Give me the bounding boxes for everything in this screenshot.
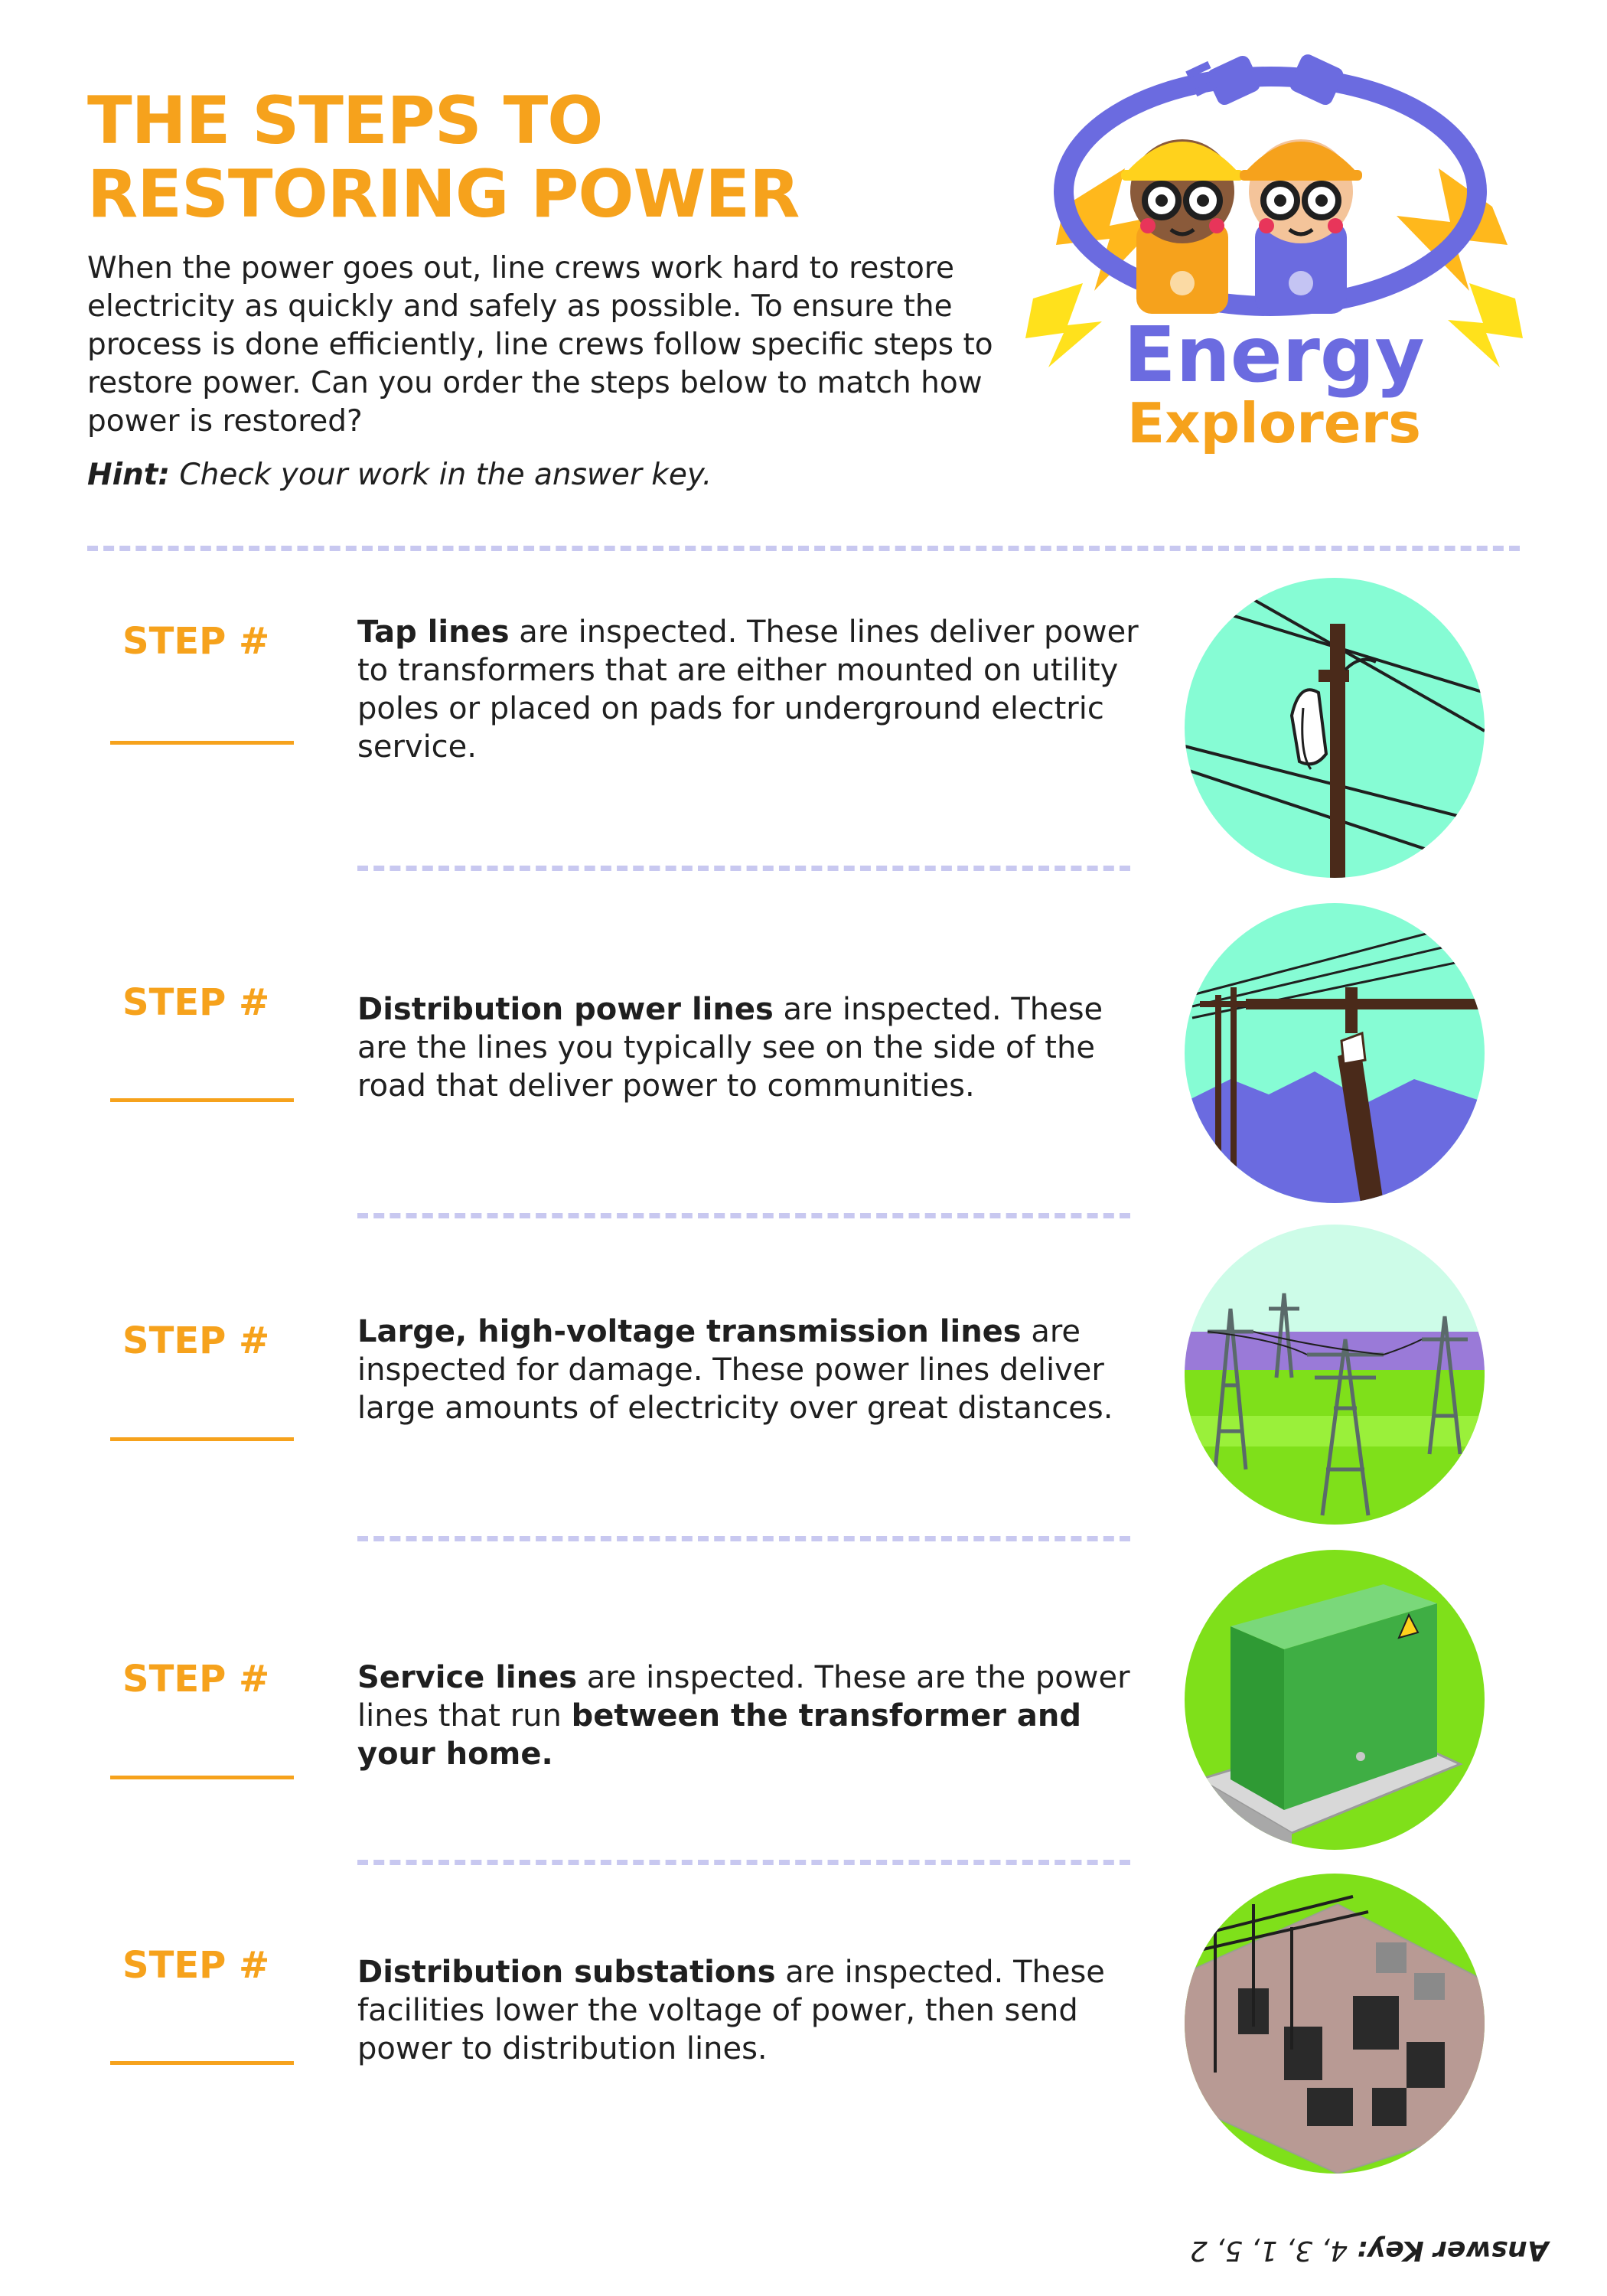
transmission-towers-image (1185, 1225, 1485, 1525)
answer-key (1190, 2235, 1549, 2266)
utility-pole-transformer-image (1185, 578, 1485, 878)
step-2-text: are inspected. These are the lines you typically see on the side of the road that deliver power to communities. (357, 992, 1103, 1104)
answer-key-label: Answer Key: (1356, 2235, 1549, 2266)
step-divider (357, 1860, 1130, 1865)
substation-image (1185, 1874, 1485, 2174)
step-3-answer-blank (110, 1437, 294, 1441)
hint-text: Check your work in the answer key. (170, 458, 712, 492)
step-5-bold: Distribution substations (357, 1955, 776, 1990)
section-divider (87, 546, 1520, 551)
answer-key-value: 4, 3, 1, 5, 2 (1190, 2235, 1357, 2266)
energy-explorers-logo (1010, 38, 1546, 467)
step-5-text: are inspected. These facilities lower the voltage of power, then send power to distribution lines. (357, 1955, 1105, 2066)
step-4-label: STEP # (122, 1658, 270, 1701)
step-2-description (357, 990, 1146, 1105)
step-3-description (357, 1313, 1146, 1427)
step-3-text: are inspected for damage. These power lines deliver large amounts of electricity over great distances. (357, 1314, 1113, 1426)
step-3-label: STEP # (122, 1319, 270, 1362)
step-4-answer-blank (110, 1776, 294, 1779)
step-1-text: are inspected. These lines deliver power to transformers that are either mounted on utility poles or placed on pads for underground electric service. (357, 615, 1139, 765)
logo-line-1: Energy (1123, 310, 1425, 400)
distribution-poles-image (1185, 903, 1485, 1203)
step-1-description (357, 613, 1146, 766)
title-line-2: RESTORING POWER (87, 156, 800, 233)
step-4-bold-2: between the transformer and your home. (357, 1698, 1082, 1772)
step-5-label: STEP # (122, 1944, 270, 1987)
step-5-answer-blank (110, 2061, 294, 2065)
step-divider (357, 1536, 1130, 1541)
step-4-bold: Service lines (357, 1660, 578, 1695)
logo-line-2: Explorers (1126, 391, 1422, 455)
step-3-bold: Large, high-voltage transmission lines (357, 1314, 1022, 1349)
step-2-label: STEP # (122, 981, 270, 1024)
step-1-label: STEP # (122, 620, 270, 663)
pad-mounted-transformer-image (1185, 1550, 1485, 1850)
step-1-answer-blank (110, 741, 294, 745)
step-1-bold: Tap lines (357, 615, 510, 650)
hint (87, 456, 1051, 494)
socket-icon (1287, 52, 1345, 107)
hint-label: Hint: (87, 458, 171, 492)
lightning-bolt-icon (1448, 283, 1523, 367)
explorer-kid-right (1240, 139, 1362, 314)
step-2-answer-blank (110, 1098, 294, 1102)
intro-paragraph: When the power goes out, line crews work hard to restore electricity as quickly and safely as possible. To ensure the process is done efficiently, line crews follow specific steps to restore power. Can you order the steps below to match how power is restored? (87, 251, 993, 439)
step-4-description (357, 1658, 1146, 1773)
title-line-1: THE STEPS TO (87, 83, 603, 159)
step-divider (357, 866, 1130, 871)
step-2-bold: Distribution power lines (357, 992, 774, 1027)
lightning-bolt-icon (1025, 283, 1102, 367)
step-4-text: are inspected. These are the power lines that run (357, 1660, 1130, 1733)
step-5-description (357, 1953, 1146, 2068)
step-divider (357, 1213, 1130, 1218)
page-title (87, 84, 799, 231)
